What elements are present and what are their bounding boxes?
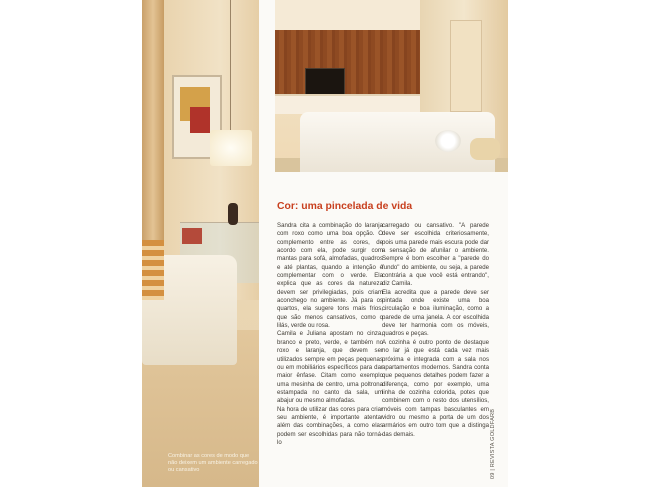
- paragraph: Na hora de utilizar das cores para criar seu ambiente, é importante atentar além das combinações, a como elas podem ser escolhidas para não torná-lo: [277, 405, 383, 446]
- photo-caption: Combinar as cores de modo que não deixem um ambiente carregado ou cansativo: [168, 453, 258, 473]
- text-column-left: [277, 222, 383, 447]
- striped-pillow: [142, 240, 164, 300]
- paragraph: Camila e Juliana apostam no cinza, branco e preto, verde, e também no roxo e laranja, que devem ser utilizados sempre em peças pequenas ou em mobiliários específicos para dar maior ênfase. Citam como exemplo uma mesinha de centro, uma poltrona estampada no canto da sala, um abajur ou mesmo almofadas.: [277, 330, 383, 405]
- gift-box: [182, 228, 202, 244]
- doorway: [450, 20, 482, 112]
- television: [305, 68, 345, 96]
- white-sectional-sofa: [300, 112, 495, 172]
- upper-shelf: [275, 0, 420, 33]
- text-column-right: [382, 222, 489, 439]
- folio-text: 09 | REVISTA GOLDFARB: [490, 408, 496, 479]
- dark-vase: [228, 203, 238, 225]
- paragraph: Ela acredita que a parede deve ser pintada onde existe uma boa circulação e boa iluminação, como a parede de uma janela. A cor escolhida deve ter harmonia com os móveis, quadros e peças.: [382, 288, 489, 338]
- paragraph: carregado ou cansativo. "A parede deve ser escolhida criteriosamente, pois uma parede mais escura pode dar a sensação de afunilar o ambiente. Sempre é bom escolher a "parede do fundo" do ambiente, ou seja, a parede contrária a que você está entrando", diz Camila.: [382, 222, 489, 288]
- page-folio: [486, 395, 500, 485]
- lamp-wire: [230, 0, 231, 130]
- pendant-lamp: [210, 130, 252, 166]
- living-room-photo: [142, 0, 259, 487]
- lower-shelf: [275, 94, 420, 114]
- white-flowers: [435, 130, 461, 152]
- cushion: [470, 138, 500, 160]
- paragraph: Sandra cita a combinação do laranja com roxo como uma boa opção. O complemento entre as cores, de acordo com ela, pode surgir com mantas para sofá, almofadas, quadros e até plantas, quando a intenção é complementar com o verde. Ela explica que as cores da natureza devem ser privilegiadas, pois criam aconchego no ambiente. Já para os quartos, ela sugere tons mais frios, que são menos cansativos, como o lilás, verde ou rosa.: [277, 222, 383, 330]
- art-block-red: [190, 107, 210, 133]
- paragraph: A cozinha é outro ponto de destaque no lar já que está cada vez mais próxima e integrada com a sala nos apartamentos modernos. Sandra conta que pequenos detalhes podem fazer a diferença, como por exemplo, uma linha de cozinha colorida, potes que combinem com o resto dos utensílios, móveis com tampas basculantes em vidro ou mesmo a porta de um dos armários em outro tom que a distinga das demais.: [382, 338, 489, 438]
- tv-room-photo: [275, 0, 508, 172]
- article-title: Cor: uma pincelada de vida: [277, 201, 413, 212]
